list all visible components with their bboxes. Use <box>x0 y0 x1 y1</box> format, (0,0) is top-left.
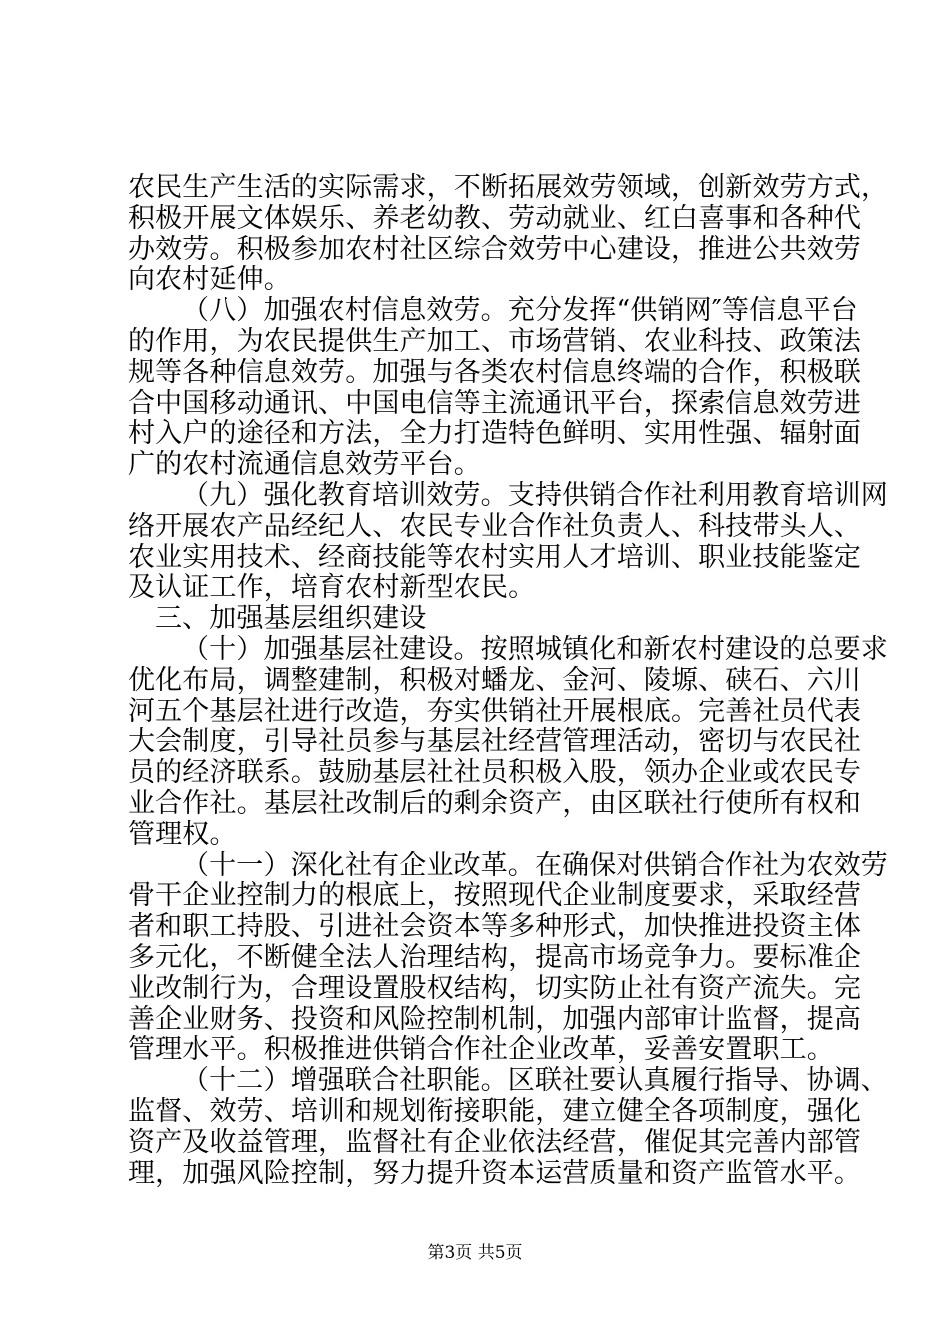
text-line: 农民生产生活的实际需求，不断拓展效劳领域，创新效劳方式， <box>128 172 889 203</box>
text-line: 管理水平。积极推进供销合作社企业改革，妥善安置职工。 <box>128 1034 834 1066</box>
paragraph-heading-line: （十）加强基层社建设。按照城镇化和新农村建设的总要求 <box>182 633 888 665</box>
section-heading: 三、加强基层组织建设 <box>155 603 427 635</box>
text-line: 积极开展文体娱乐、养老幼教、劳动就业、红白喜事和各种代 <box>128 202 862 234</box>
paragraph-heading-line: （十二）增强联合社职能。区联社要认真履行指导、协调、 <box>182 1065 888 1097</box>
text-line: 及认证工作，培育农村新型农民。 <box>128 572 536 604</box>
text-line: 规等各种信息效劳。加强与各类农村信息终端的合作，积极联 <box>128 356 862 388</box>
text-line: 河五个基层社进行改造，夯实供销社开展根底。完善社员代表 <box>128 695 862 727</box>
text-line: 理，加强风险控制，努力提升资本运营质量和资产监管水平。 <box>128 1157 862 1189</box>
paragraph-heading-line: （十一）深化社有企业改革。在确保对供销合作社为农效劳 <box>182 849 888 881</box>
text-line: 业合作社。基层社改制后的剩余资产，由区联社行使所有权和 <box>128 787 862 819</box>
paragraph-heading-line: （八）加强农村信息效劳。充分发挥“供销网″等信息平台 <box>182 295 858 327</box>
page-number-footer: 第3页 共5页 <box>427 1243 523 1263</box>
text-line: 大会制度，引导社员参与基层社经营管理活动，密切与农民社 <box>128 726 862 758</box>
text-line: 广的农村流通信息效劳平台。 <box>128 449 481 481</box>
text-line: 农业实用技术、经商技能等农村实用人才培训、职业技能鉴定 <box>128 541 862 573</box>
text-line: 的作用，为农民提供生产加工、市场营销、农业科技、政策法 <box>128 325 862 357</box>
text-line: 资产及收益管理，监督社有企业依法经营，催促其完善内部管 <box>128 1126 862 1158</box>
text-line: 业改制行为，合理设置股权结构，切实防止社有资产流失。完 <box>128 972 862 1004</box>
text-line: 善企业财务、投资和风险控制机制，加强内部审计监督，提高 <box>128 1003 862 1035</box>
text-line: 络开展农产品经纪人、农民专业合作社负责人、科技带头人、 <box>128 510 862 542</box>
paragraph-heading-line: （九）强化教育培训效劳。支持供销合作社利用教育培训网 <box>182 479 888 511</box>
text-line: 合中国移动通讯、中国电信等主流通讯平台，探索信息效劳进 <box>128 387 862 419</box>
text-line: 优化布局，调整建制，积极对蟠龙、金河、陵塬、硖石、六川 <box>128 664 862 696</box>
text-line: 骨干企业控制力的根底上，按照现代企业制度要求，采取经营 <box>128 880 862 912</box>
text-line: 办效劳。积极参加农村社区综合效劳中心建设，推进公共效劳 <box>128 233 862 265</box>
text-line: 监督、效劳、培训和规划衔接职能，建立健全各项制度，强化 <box>128 1095 862 1127</box>
text-line: 管理权。 <box>128 818 237 850</box>
text-line: 向农村延伸。 <box>128 264 291 296</box>
document-body <box>128 172 889 1189</box>
text-line: 员的经济联系。鼓励基层社社员积极入股，领办企业或农民专 <box>128 757 862 789</box>
text-line: 村入户的途径和方法，全力打造特色鲜明、实用性强、辐射面 <box>128 418 862 450</box>
text-line: 者和职工持股、引进社会资本等多种形式，加快推进投资主体 <box>128 911 862 943</box>
text-line: 多元化，不断健全法人治理结构，提高市场竞争力。要标准企 <box>128 941 862 973</box>
